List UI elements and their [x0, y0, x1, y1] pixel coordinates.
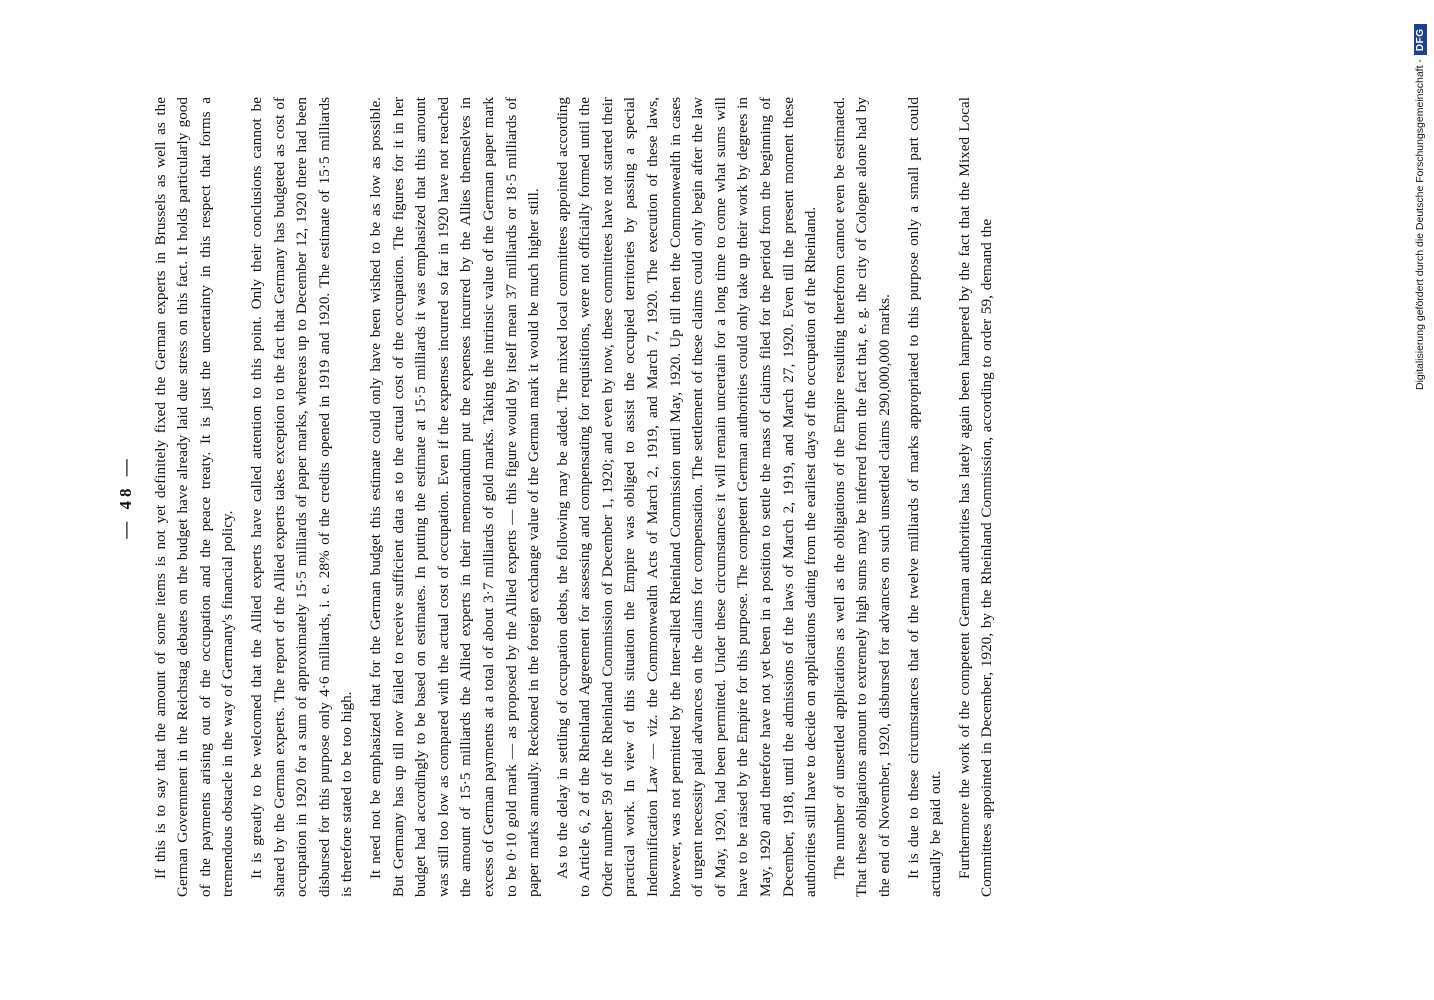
digitisation-credit	[1402, 0, 1432, 400]
dfg-logo: DFG	[1414, 24, 1427, 55]
page-number: — 48 —	[116, 455, 135, 539]
paragraph-6: It is due to these circumstances that of the twelve milliards of marks appropriated to this purpose only a small part could actually be paid out.	[904, 97, 945, 897]
paragraph-7: Furthermore the work of the competent German authorities has lately again been hampered by the fact that the Mixed Local Committees appointed in December, 1920, by the Rheinland Commission, according to order 59, demand the	[955, 97, 996, 897]
paragraph-5: The number of unsettled applications as well as the obligations of the Empire resulting therefrom cannot even be estimated. That these obligations amount to extremely high sums may be inferred from the fact that, e. g. the city of Cologne alone had by the end of November, 1920, disbursed for advances on such unsettled claims 290,000,000 marks.	[830, 97, 893, 897]
paragraph-1: If this is to say that the amount of some items is not yet definitely fixed the German experts in Brussels as well as the German Government in the Reichstag debates on the budget have already laid due stress on this fact. It holds particularly good of the payments arising out of the occupation and the peace treaty. It is just the uncertainty in this respect that forms a tremendous obstacle in the way of Germany's financial policy.	[151, 97, 237, 897]
paragraph-2: It is greatly to be welcomed that the Allied experts have called attention to this point. Only their conclusions cannot be shared by the German experts. The report of the Allied experts takes exception to the fact that Germany has budgeted as cost of occupation in 1920 for a sum of approximately 15·5 milliards of paper marks, whereas up to December 12, 1920 there had been disbursed for this purpose only 4·6 milliards, i. e. 28% of the credits opened in 1919 and 1920. The estimate of 15·5 milliards is therefore stated to be too high.	[247, 97, 356, 897]
credit-text: Digitalisierung gefördert durch die Deutsche Forschungsgemeinschaft -	[1414, 59, 1426, 390]
paragraph-4: As to the delay in settling of occupation debts, the following may be added. The mixed local committees appointed according to Article 6, 2 of the Rheinland Agreement for assessing and compensating for requisitions, were not officially formed until the Order number 59 of the Rheinland Commission of December 1, 1920; and even by now, these committees have not started their practical work. In view of this situation the Empire was obliged to assist the occupied territories by passing a special Indemnification Law — viz. the Commonwealth Acts of March 2, 1919, and March 7, 1920. The execution of these laws, however, was not permitted by the Inter-allied Rheinland Commission until May, 1920. Up till then the Commonwealth in cases of urgent necessity paid advances on the claims for compensation. The settlement of these claims could only begin after the law of May, 1920, had been permitted. Under these circumstances it will remain uncertain for a long time to come what sums will have to be raised by the Empire for this purpose. The competent German authorities could only take up their work by degrees in May, 1920 and therefore have not yet been in a position to settle the mass of claims filed for the period from the beginning of December, 1918, until the admissions of the laws of March 2, 1919, and March 27, 1920. Even till the present moment these authorities still have to decide on applications dating from the earliest days of the occupation of the Rheinland.	[553, 97, 820, 897]
paragraph-3: It need not be emphasized that for the German budget this estimate could only have been wished to be as low as possible. But Germany has up till now failed to receive sufficient data as to the actual cost of the occupation. The figures for it in her budget had accordingly to be based on estimates. In putting the estimate at 15·5 milliards it was emphasized that this amount was still too low as compared with the actual cost of occupation. Even if the expenses incurred so far in 1920 have not reached the amount of 15·5 milliards the Allied experts in their memorandum put the expenses incurred by the Allies themselves in excess of German payments at a total of about 3·7 milliards of gold marks. Taking the intrinsic value of the German paper mark to be 0·10 gold mark — as proposed by the Allied experts — this figure would by itself mean 37 milliards or 18·5 milliards of paper marks annually. Reckoned in the foreign exchange value of the German mark it would be much higher still.	[366, 97, 543, 897]
document-page	[115, 97, 1345, 897]
